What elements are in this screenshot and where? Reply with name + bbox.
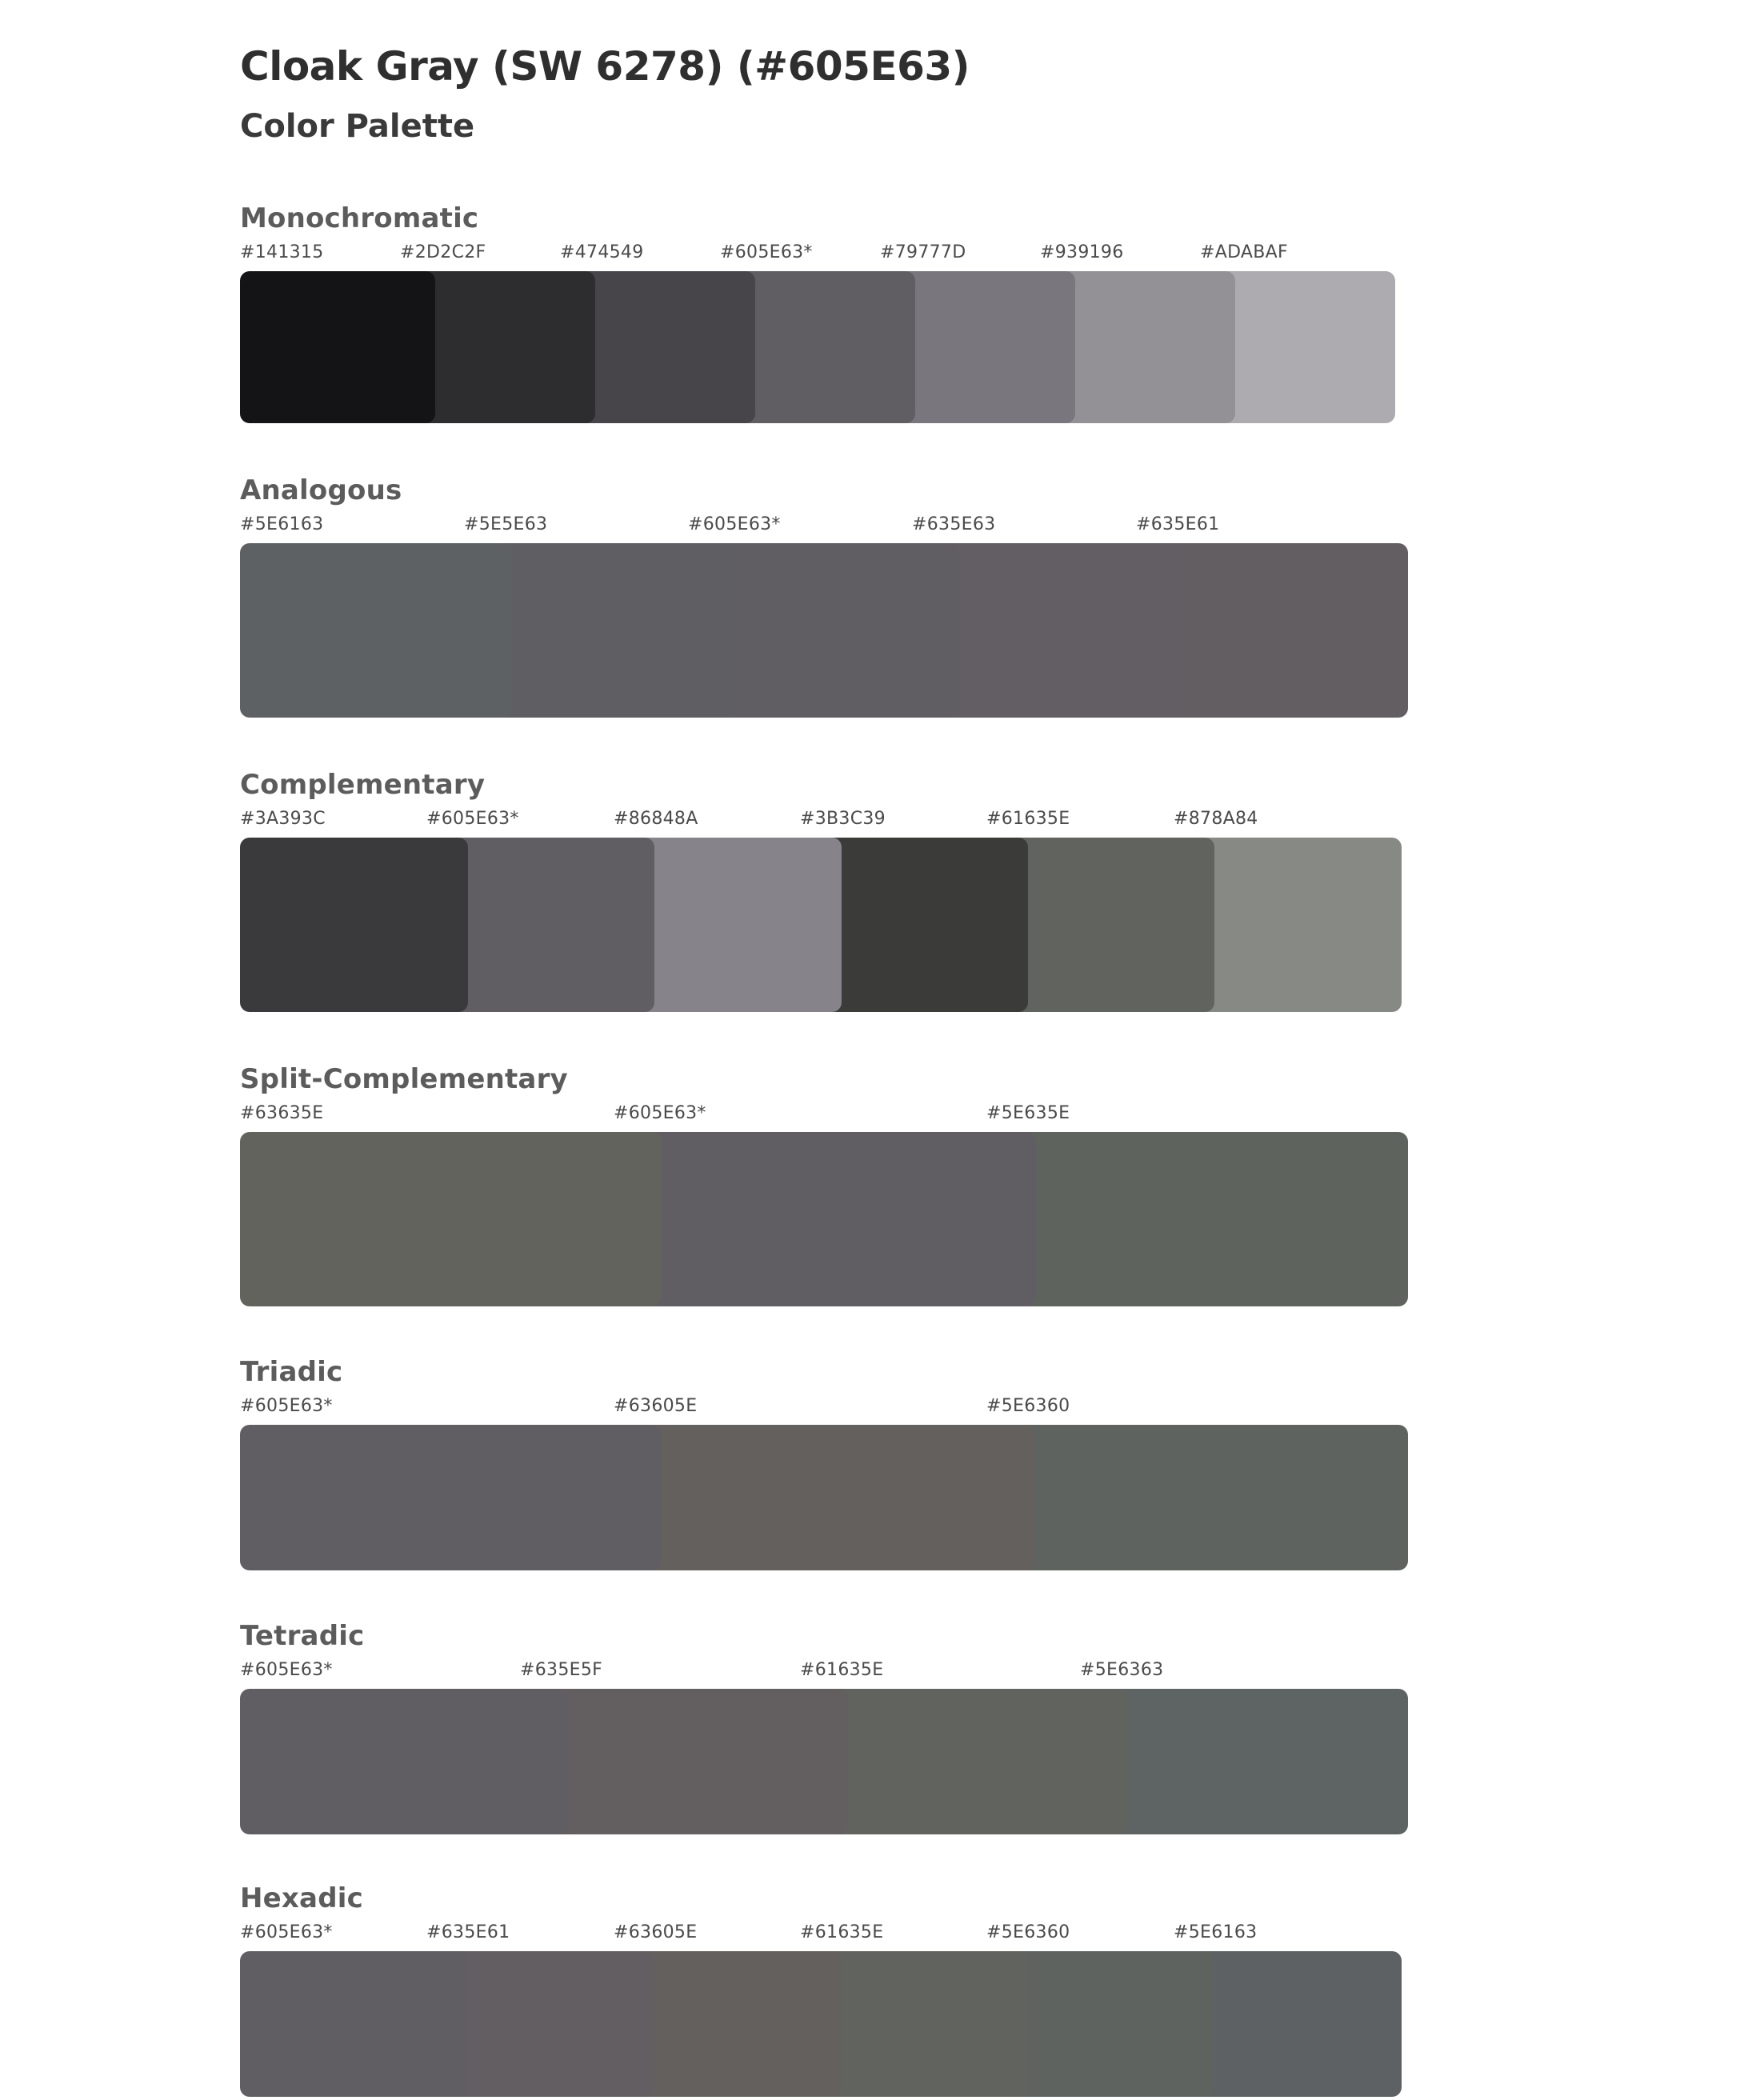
swatch-label: #635E61 (1136, 514, 1220, 534)
swatch-row-monochromatic (240, 242, 1360, 426)
section-monochromatic (240, 202, 1760, 426)
swatch-label: #605E63* (720, 242, 813, 262)
swatch-label: #878A84 (1174, 808, 1258, 829)
swatch-row-analogous (240, 514, 1360, 721)
section-title-hexadic: Hexadic (240, 1882, 363, 1914)
color-swatch[interactable] (800, 1689, 1128, 1834)
color-swatch[interactable] (986, 1132, 1408, 1306)
color-swatch[interactable] (240, 1951, 468, 2097)
swatch-row-complementary (240, 809, 1360, 1015)
section-title-analogous: Analogous (240, 474, 402, 506)
section-triadic (240, 1356, 1760, 1574)
swatch-label: #635E63 (912, 514, 996, 534)
swatch-label: #5E635E (986, 1102, 1070, 1123)
color-swatch[interactable] (240, 838, 468, 1012)
section-title-tetradic: Tetradic (240, 1619, 365, 1652)
swatch-label: #5E6163 (240, 514, 324, 534)
swatch-label: #61635E (800, 1922, 884, 1942)
swatch-label: #ADABAF (1200, 242, 1288, 262)
color-swatch[interactable] (614, 1425, 1035, 1570)
swatch-label: #79777D (880, 242, 966, 262)
section-tetradic (240, 1620, 1760, 1838)
section-analogous (240, 474, 1760, 721)
color-swatch[interactable] (1080, 1689, 1408, 1834)
swatch-label: #474549 (560, 242, 644, 262)
color-swatch[interactable] (520, 1689, 848, 1834)
section-title-split-complementary: Split-Complementary (240, 1062, 568, 1095)
swatch-label: #635E5F (520, 1659, 603, 1680)
section-title-triadic: Triadic (240, 1355, 343, 1388)
color-swatch[interactable] (240, 1689, 568, 1834)
swatch-label: #605E63* (614, 1102, 706, 1123)
swatch-label: #605E63* (240, 1922, 333, 1942)
swatch-label: #939196 (1040, 242, 1124, 262)
swatch-label: #5E6360 (986, 1922, 1070, 1942)
color-swatch[interactable] (240, 543, 512, 718)
swatch-label: #63635E (240, 1102, 324, 1123)
swatch-label: #2D2C2F (400, 242, 486, 262)
swatch-label: #141315 (240, 242, 324, 262)
swatch-label: #63605E (614, 1922, 698, 1942)
swatch-label: #86848A (614, 808, 698, 829)
color-swatch[interactable] (614, 1132, 1035, 1306)
swatch-label: #5E5E63 (464, 514, 548, 534)
section-title-complementary: Complementary (240, 768, 486, 801)
swatch-label: #5E6163 (1174, 1922, 1258, 1942)
swatch-label: #605E63* (426, 808, 519, 829)
swatch-label: #5E6360 (986, 1395, 1070, 1416)
color-swatch[interactable] (240, 1425, 662, 1570)
swatch-label: #3A393C (240, 808, 326, 829)
swatch-row-split-complementary (240, 1103, 1360, 1310)
swatch-label: #3B3C39 (800, 808, 886, 829)
page-subtitle: Color Palette (240, 107, 475, 145)
swatch-label: #635E61 (426, 1922, 510, 1942)
section-hexadic (240, 1882, 1760, 2100)
color-swatch[interactable] (986, 1425, 1408, 1570)
swatch-label: #61635E (986, 808, 1070, 829)
section-complementary (240, 769, 1760, 1015)
color-swatch[interactable] (240, 271, 435, 423)
section-split-complementary (240, 1063, 1760, 1310)
swatch-label: #5E6363 (1080, 1659, 1164, 1680)
swatch-row-hexadic (240, 1922, 1360, 2100)
swatch-row-triadic (240, 1396, 1360, 1574)
swatch-label: #61635E (800, 1659, 884, 1680)
swatch-label: #605E63* (240, 1395, 333, 1416)
swatch-label: #63605E (614, 1395, 698, 1416)
color-swatch[interactable] (240, 1132, 662, 1306)
swatch-row-tetradic (240, 1660, 1360, 1838)
page-title: Cloak Gray (SW 6278) (#605E63) (240, 43, 970, 90)
section-title-monochromatic: Monochromatic (240, 202, 479, 234)
swatch-label: #605E63* (688, 514, 781, 534)
swatch-label: #605E63* (240, 1659, 333, 1680)
